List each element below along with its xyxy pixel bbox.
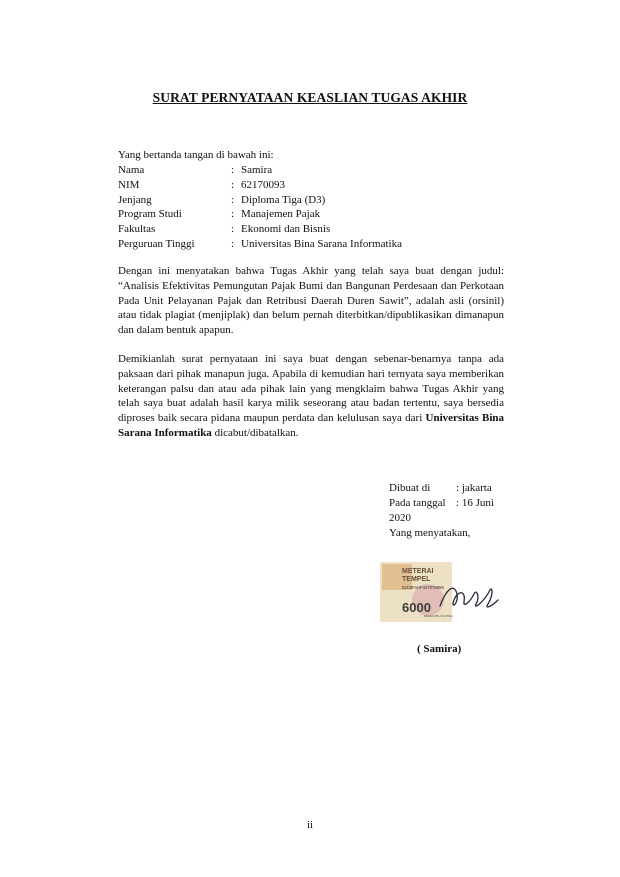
field-label: Program Studi bbox=[118, 208, 182, 221]
field-row-university bbox=[118, 237, 402, 252]
stamp-and-signature bbox=[380, 560, 500, 624]
date-value: 16 Juni bbox=[461, 497, 494, 509]
stamp-line2: TEMPEL bbox=[402, 576, 431, 583]
intro-text: Yang bertanda tangan di bawah ini: bbox=[118, 149, 274, 161]
field-value: Diploma Tiga (D3) bbox=[241, 193, 326, 206]
statement-paragraph bbox=[118, 264, 504, 338]
field-colon: : bbox=[231, 223, 235, 236]
declaration-text-end: dicabut/dibatalkan. bbox=[214, 426, 299, 439]
date-year: 2020 bbox=[389, 512, 411, 524]
statement-rest: adalah asli (orsinil) atau tidak plagiat (menjiplak) dan belum pernah diterbitkan/dipublikasikan dimanapun dan dalam bentuk apapun. bbox=[118, 294, 505, 337]
stamp-small-text: ENAM RIBU RUPIAH bbox=[424, 614, 453, 618]
field-value: Ekonomi dan Bisnis bbox=[241, 223, 331, 236]
field-row-program bbox=[118, 207, 402, 222]
field-row-name bbox=[118, 163, 402, 178]
field-row-nim bbox=[118, 178, 402, 193]
field-label: Jenjang bbox=[118, 193, 152, 206]
field-row-faculty bbox=[118, 222, 402, 237]
stamp-line1: METERAI bbox=[402, 568, 434, 575]
stamp-image bbox=[380, 560, 500, 624]
page-number: ii bbox=[306, 819, 314, 831]
field-colon: : bbox=[231, 193, 235, 206]
field-colon: : bbox=[231, 208, 235, 221]
declaration-text: Demikianlah surat pernyataan ini saya buat dengan sebenar-benarnya tanpa ada paksaan dari pihak manapun juga. Apabila di kemudian hari ternyata saya memberikan keterangan palsu dan atau ada pihak lain yang mengklaim bahwa Tugas Akhir yang telah saya buat adalah hasil karya milik seseorang atau badan tertentu, saya bersedia diproses baik secara pidana maupun perdata dan kelulusan saya dari bbox=[118, 353, 504, 425]
place-colon: : bbox=[456, 482, 462, 494]
signature-block bbox=[389, 481, 494, 541]
field-value: Manajemen Pajak bbox=[241, 208, 321, 221]
field-row-level bbox=[118, 193, 402, 208]
document-title: SURAT PERNYATAAN KEASLIAN TUGAS AKHIR bbox=[152, 90, 468, 105]
statement-lead: Dengan ini menyatakan bahwa Tugas Akhir yang telah saya buat dengan judul: bbox=[118, 265, 504, 277]
closing-text: Yang menyatakan, bbox=[389, 527, 471, 539]
declaration-paragraph bbox=[118, 352, 504, 441]
identity-fields bbox=[118, 163, 402, 252]
field-label: Fakultas bbox=[118, 223, 156, 236]
signer-name: ( Samira) bbox=[417, 643, 462, 655]
field-label: NIM bbox=[118, 178, 140, 191]
field-label: Nama bbox=[118, 164, 145, 176]
place-row bbox=[389, 481, 494, 496]
place-value: jakarta bbox=[461, 482, 492, 494]
field-value: Samira bbox=[241, 164, 273, 176]
stamp-amount: 6000 bbox=[402, 600, 431, 615]
university-name-bold: Universitas Bina Sarana Informatika bbox=[118, 412, 504, 439]
stamp-code: 02C8FAHF447076959 bbox=[402, 585, 444, 590]
date-label: Pada tanggal bbox=[389, 497, 446, 509]
date-row bbox=[389, 496, 494, 511]
field-value: Universitas Bina Sarana Informatika bbox=[241, 237, 402, 250]
date-colon: : bbox=[456, 497, 462, 509]
field-colon: : bbox=[231, 178, 235, 191]
field-value: 62170093 bbox=[241, 178, 285, 191]
place-label: Dibuat di bbox=[389, 482, 431, 494]
thesis-title-quote: “Analisis Efektivitas Pemungutan Pajak Bumi dan Bangunan Perdesaan dan Perkotaan Pada Unit Pelayanan Pajak dan Retribusi Daerah Duren Sawit”, bbox=[118, 279, 504, 307]
field-colon: : bbox=[231, 237, 235, 250]
field-label: Perguruan Tinggi bbox=[118, 237, 195, 250]
field-colon: : bbox=[231, 164, 235, 176]
